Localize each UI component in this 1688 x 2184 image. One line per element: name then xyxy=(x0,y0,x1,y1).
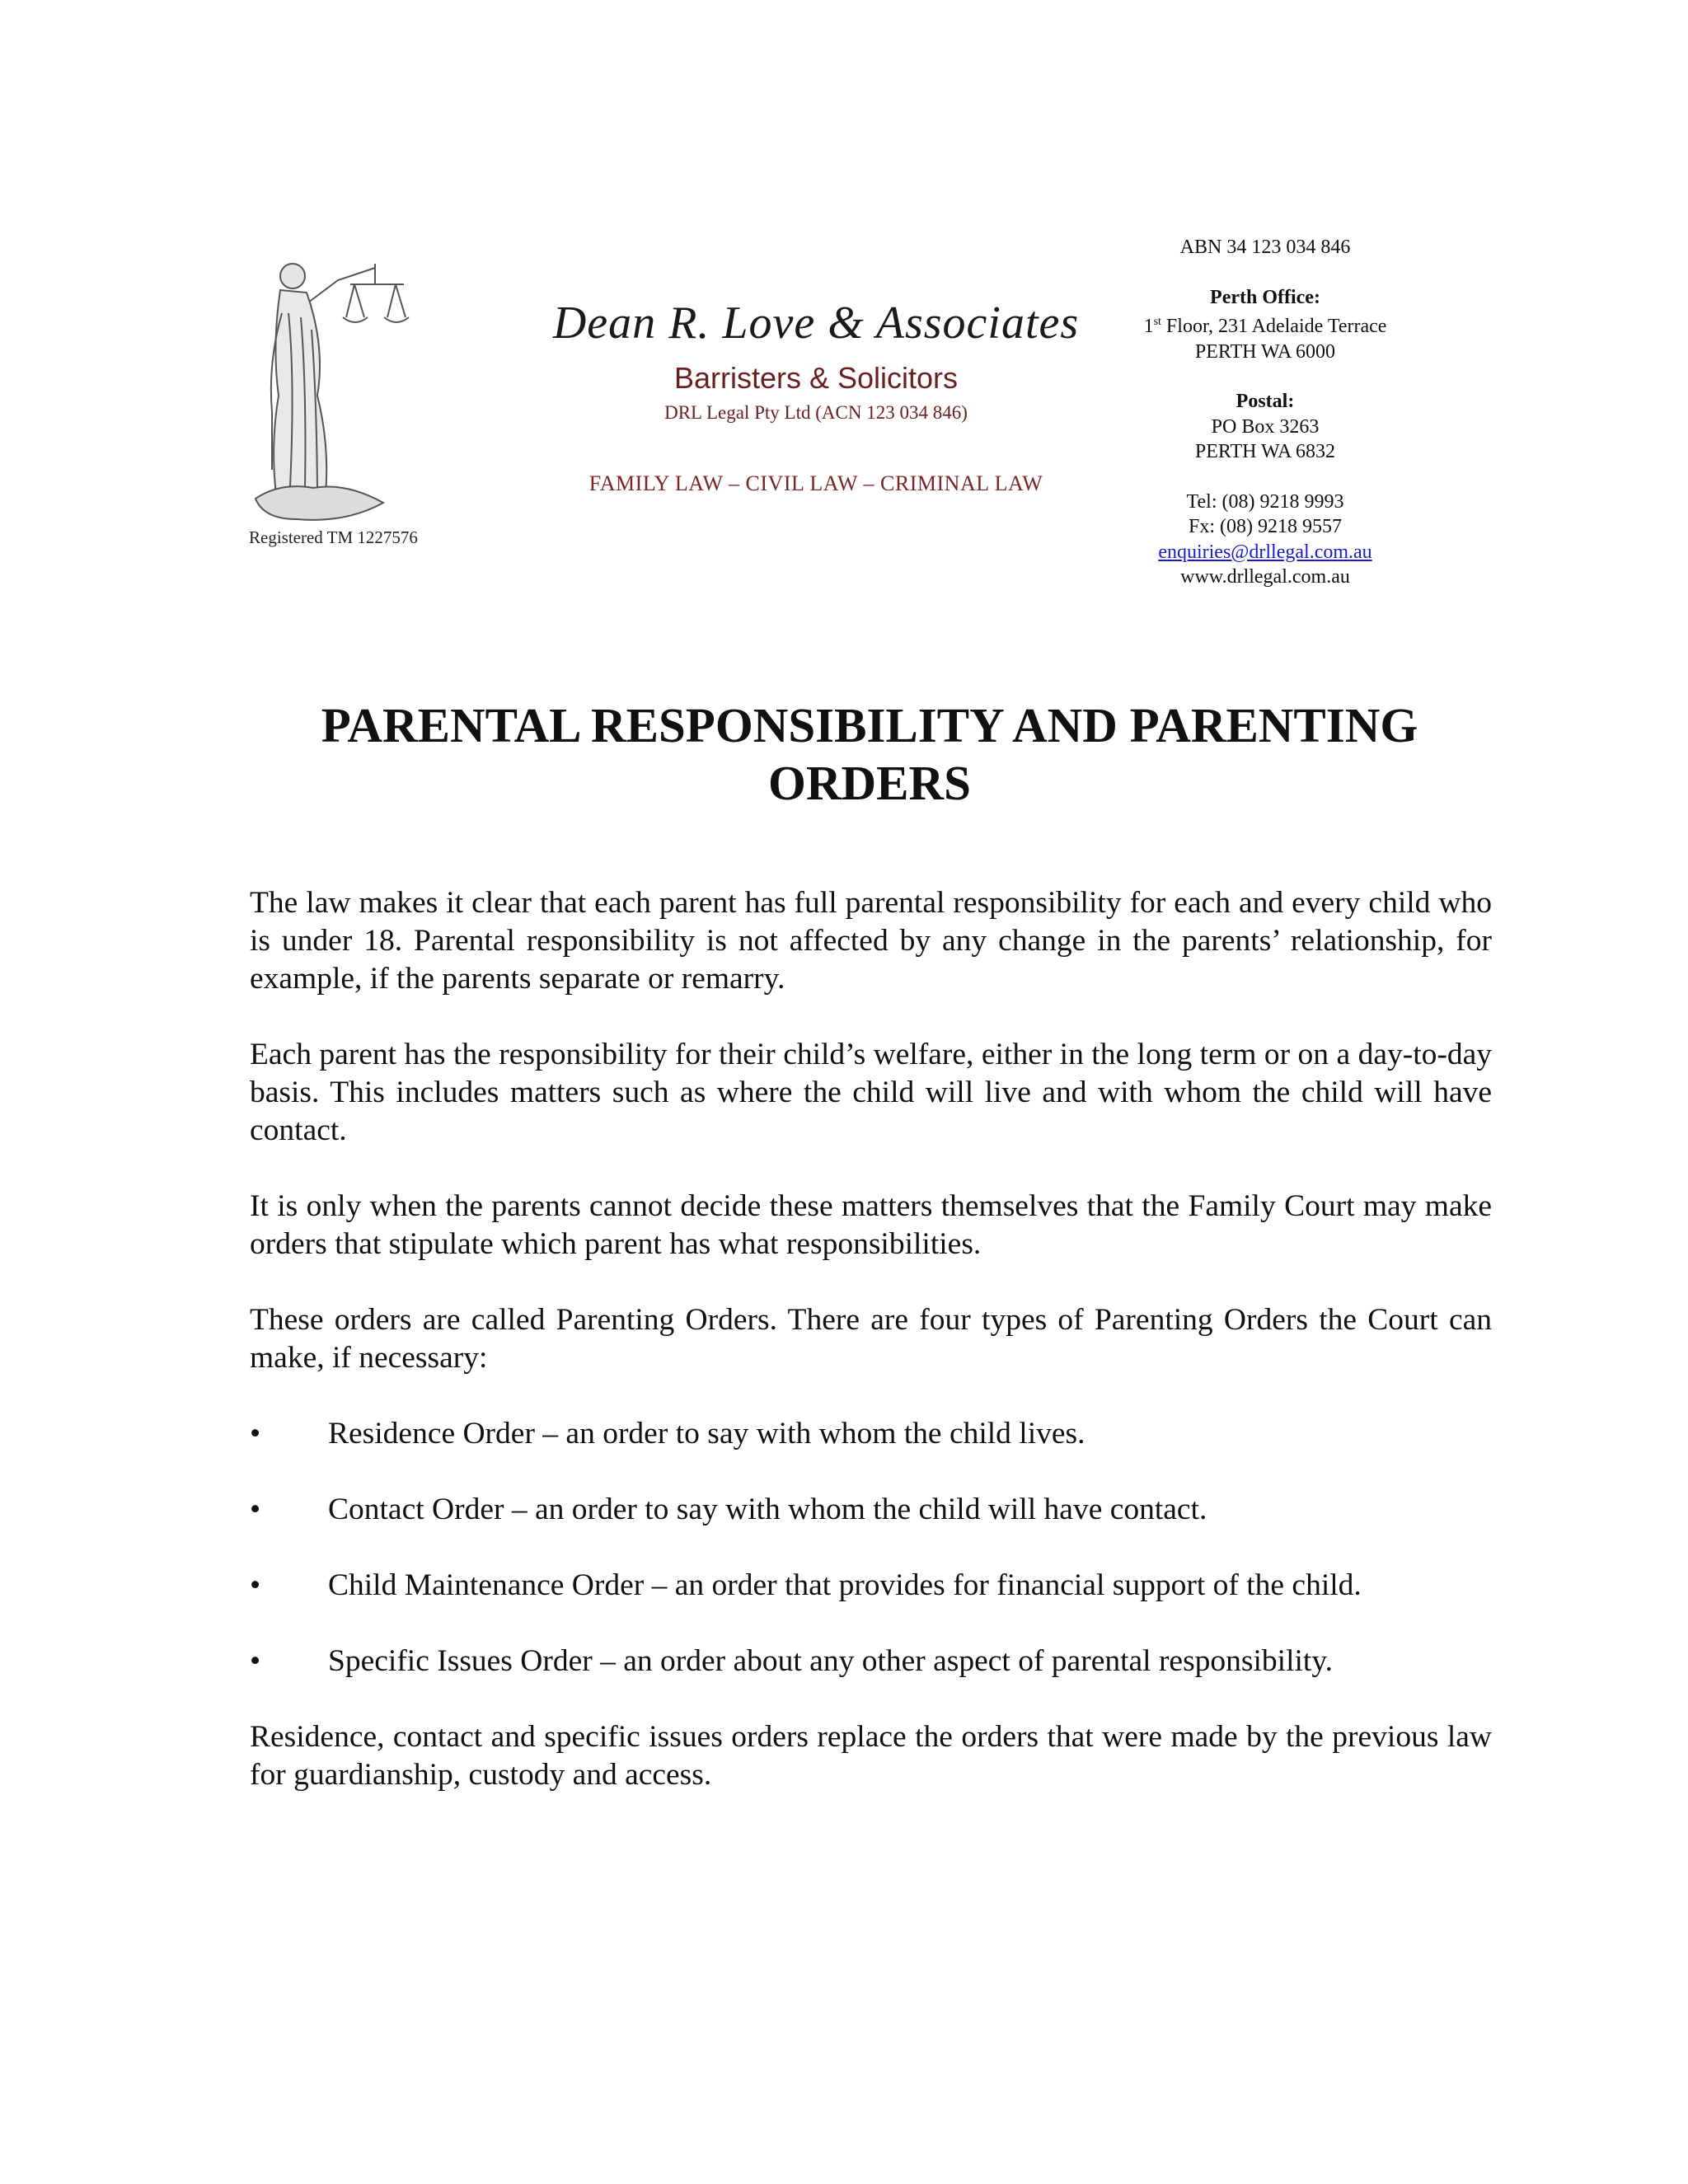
postal-address-line2: PERTH WA 6832 xyxy=(1194,441,1336,462)
list-item: • Specific Issues Order – an order about any other aspect of parental responsibility. xyxy=(250,1643,1492,1680)
firm-subtitle: Barristers & Solicitors xyxy=(673,361,959,395)
website: www.drllegal.com.au xyxy=(1180,566,1350,588)
document-title xyxy=(247,696,1492,812)
postal-heading: Postal: xyxy=(1236,391,1295,412)
paragraph: These orders are called Parenting Orders. There are four types of Parenting Orders the Court can make, if necessary: xyxy=(250,1303,1492,1375)
telephone: Tel: (08) 9218 9993 xyxy=(1186,490,1344,513)
list-item: • Residence Order – an order to say with whom the child lives. xyxy=(250,1415,1492,1453)
bullet-icon: • xyxy=(250,1493,261,1526)
title-line1: PARENTAL RESPONSIBILITY AND PARENTING xyxy=(321,698,1418,752)
office-address-line1: 1st Floor, 231 Adelaide Terrace xyxy=(1143,316,1387,337)
abn-number: ABN 34 123 034 846 xyxy=(1179,237,1351,258)
firm-acn: DRL Legal Pty Ltd (ACN 123 034 846) xyxy=(664,402,968,423)
title-line2: ORDERS xyxy=(768,756,971,810)
fax: Fx: (08) 9218 9557 xyxy=(1189,516,1342,537)
list-item: • Child Maintenance Order – an order that provides for financial support of the child. xyxy=(250,1567,1492,1605)
office-heading: Perth Office: xyxy=(1210,286,1320,308)
office-address-line2: PERTH WA 6000 xyxy=(1194,340,1336,363)
paragraph: Each parent has the responsibility for their child’s welfare, either in the long term or on a day-to-day basis. This includes matters such as where the child will live and with whom the child will have contact. xyxy=(250,1038,1492,1147)
email-link[interactable]: enquiries@drllegal.com.au xyxy=(1158,541,1372,563)
order-types-list xyxy=(250,1415,1492,1680)
postal-address-line1: PO Box 3263 xyxy=(1211,415,1320,438)
contact-block xyxy=(1088,235,1442,590)
lady-justice-icon xyxy=(247,247,429,527)
bullet-icon: • xyxy=(250,1644,261,1678)
paragraph: It is only when the parents cannot decide these matters themselves that the Family Court may make orders that stipulate which parent has what responsibilities. xyxy=(250,1189,1492,1261)
list-item: • Contact Order – an order to say with whom the child will have contact. xyxy=(250,1491,1492,1529)
bullet-icon: • xyxy=(250,1568,261,1602)
document-body xyxy=(250,884,1492,1832)
bullet-icon: • xyxy=(250,1417,261,1451)
closing-paragraph: Residence, contact and specific issues orders replace the orders that were made by the previous law for guardianship, custody and access. xyxy=(250,1720,1492,1792)
firm-header xyxy=(462,297,1170,496)
firm-name: Dean R. Love & Associates xyxy=(552,298,1080,349)
practice-areas: FAMILY LAW – CIVIL LAW – CRIMINAL LAW xyxy=(588,471,1043,495)
trademark-text: Registered TM 1227576 xyxy=(249,527,418,547)
paragraph: The law makes it clear that each parent has full parental responsibility for each and every child who is under 18. Parental responsibility is not affected by any change in the parents’ relationship, for example, if the parents separate or remarry. xyxy=(250,886,1492,996)
